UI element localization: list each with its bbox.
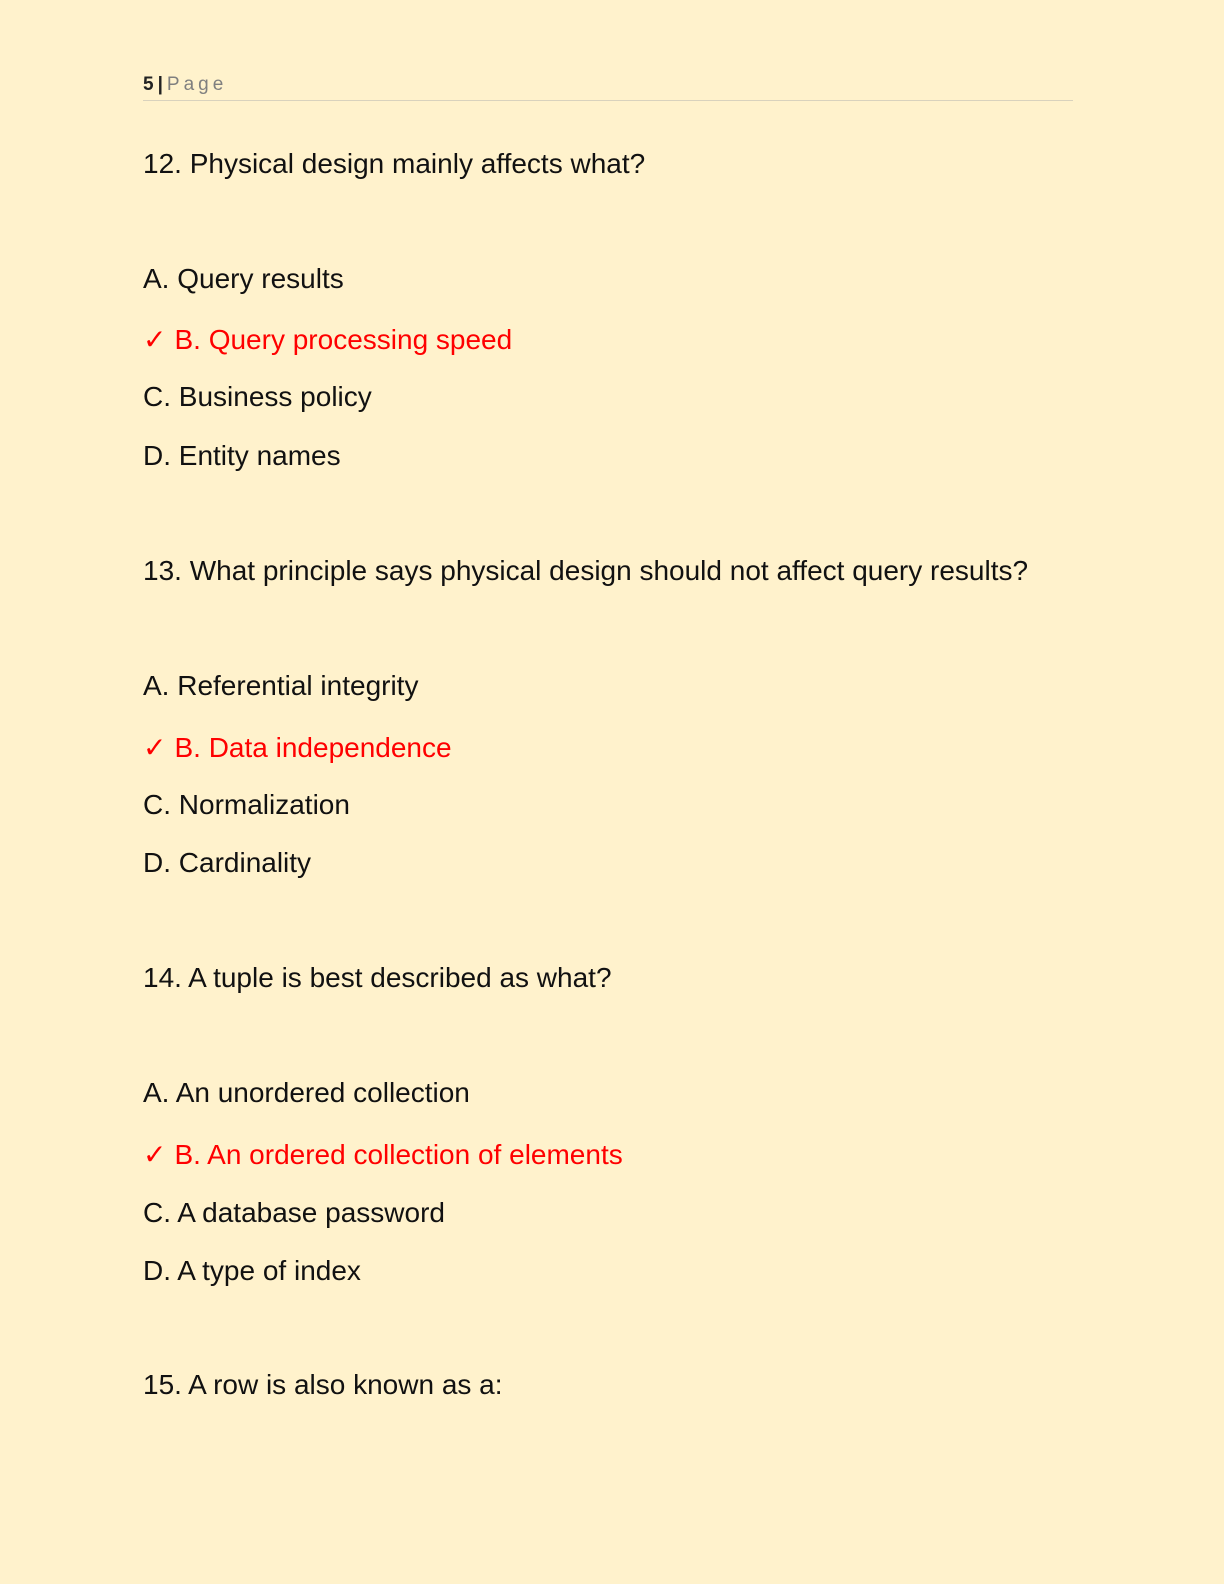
question-13: 13. What principle says physical design should not affect query results? <box>143 555 1029 586</box>
question-12-option-b-correct <box>143 322 512 358</box>
option-label: B. Query processing speed <box>174 324 513 355</box>
question-13-option-c: C. Normalization <box>143 789 350 820</box>
checkmark-icon: ✓ <box>143 1139 167 1170</box>
question-14: 14. A tuple is best described as what? <box>143 962 612 993</box>
question-14-option-d: D. A type of index <box>143 1255 361 1286</box>
checkmark-icon: ✓ <box>143 324 167 355</box>
question-12-option-c: C. Business policy <box>143 381 372 412</box>
page-label: Page <box>166 74 228 95</box>
page-header <box>143 72 1073 101</box>
question-15: 15. A row is also known as a: <box>143 1369 503 1400</box>
page-number: 5 <box>143 74 154 95</box>
question-14-option-b-correct <box>143 1137 623 1173</box>
question-14-option-c: C. A database password <box>143 1197 445 1228</box>
question-13-option-b-correct <box>143 730 452 766</box>
option-label: B. An ordered collection of elements <box>174 1139 623 1170</box>
question-12-option-a: A. Query results <box>143 263 344 294</box>
checkmark-icon: ✓ <box>143 732 167 763</box>
question-13-option-d: D. Cardinality <box>143 847 312 878</box>
page-separator: | <box>157 74 163 95</box>
question-12: 12. Physical design mainly affects what? <box>143 148 646 179</box>
question-14-option-a: A. An unordered collection <box>143 1077 470 1108</box>
option-label: B. Data independence <box>174 732 452 763</box>
question-12-option-d: D. Entity names <box>143 440 341 471</box>
question-13-option-a: A. Referential integrity <box>143 670 419 701</box>
